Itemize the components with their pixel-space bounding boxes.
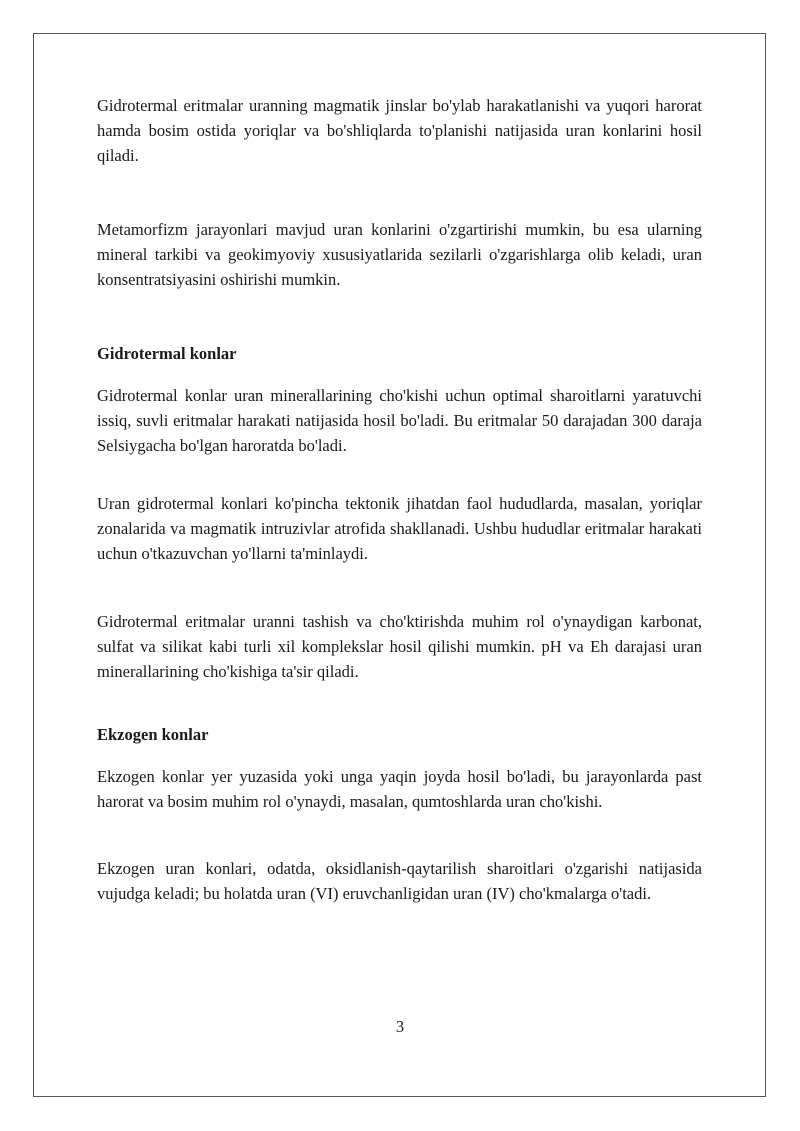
paragraph: Metamorfizm jarayonlari mavjud uran konlarini o'zgartirishi mumkin, bu esa ularning mineral tarkibi va geokimyoviy xususiyatlarida sezilarli o'zgarishlarga olib keladi, uran konsentratsiyasini oshirishi mumkin. xyxy=(97,220,702,289)
paragraph: Ekzogen konlar yer yuzasida yoki unga yaqin joyda hosil bo'ladi, bu jarayonlarda past harorat va bosim muhim rol o'ynaydi, masalan, qumtoshlarda uran cho'kishi. xyxy=(97,767,702,811)
page-number: 3 xyxy=(395,1017,405,1036)
section-heading: Gidrotermal konlar xyxy=(97,344,237,363)
paragraph: Gidrotermal eritmalar uranning magmatik jinslar bo'ylab harakatlanishi va yuqori harorat hamda bosim ostida yoriqlar va bo'shliqlarda to'planishi natijasida uran konlarini hosil qiladi. xyxy=(97,96,702,165)
paragraph: Ekzogen uran konlari, odatda, oksidlanish-qaytarilish sharoitlari o'zgarishi natijasida vujudga keladi; bu holatda uran (VI) eruvchanligidan uran (IV) cho'kmalarga o'tadi. xyxy=(97,859,702,903)
paragraph: Uran gidrotermal konlari ko'pincha tektonik jihatdan faol hududlarda, masalan, yoriqlar zonalarida va magmatik intruzivlar atrofida shakllanadi. Ushbu hududlar eritmalar harakati uchun o'tkazuvchan yo'llarni ta'minlaydi. xyxy=(97,494,702,563)
document-body xyxy=(97,93,702,906)
paragraph: Gidrotermal konlar uran minerallarining cho'kishi uchun optimal sharoitlarni yaratuvchi issiq, suvli eritmalar harakati natijasida hosil bo'ladi. Bu eritmalar 50 darajadan 300 daraja Selsiygacha bo'lgan haroratda bo'ladi. xyxy=(97,386,702,455)
section-heading: Ekzogen konlar xyxy=(97,725,209,744)
paragraph: Gidrotermal eritmalar uranni tashish va cho'ktirishda muhim rol o'ynaydigan karbonat, sulfat va silikat kabi turli xil komplekslar hosil qilishi mumkin. pH va Eh darajasi uran minerallarining cho'kishiga ta'sir qiladi. xyxy=(97,612,702,681)
